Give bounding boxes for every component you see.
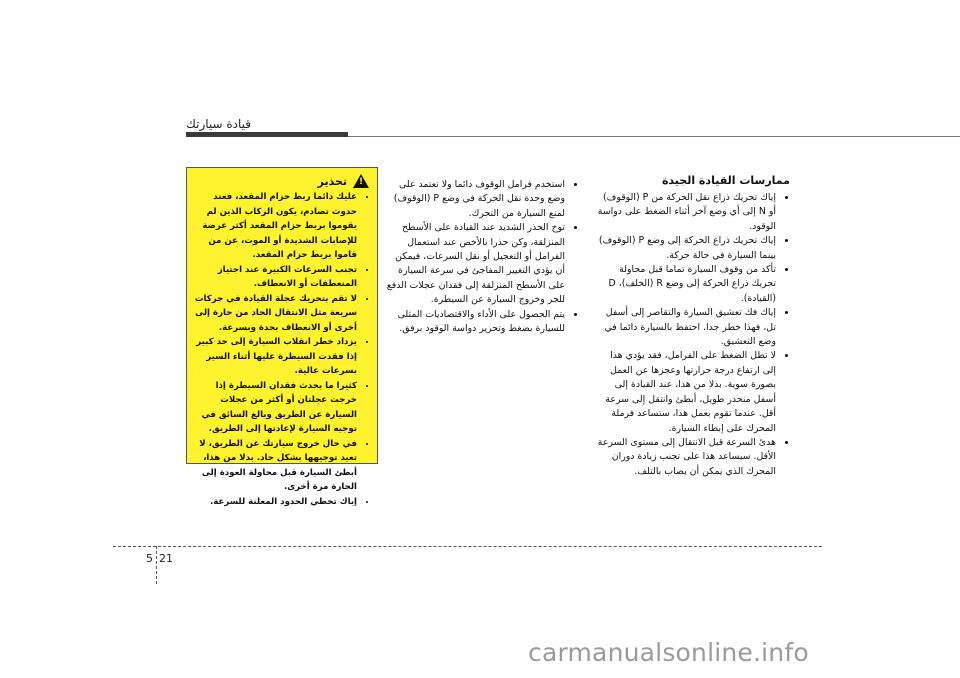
warning-item: • لا تقم بتحريك عجلة القيادة في حركات سريعة مثل الانتقال الحاد من حارة إلى أخرى أو الانعطاف بحدة وبسرعة. (193, 292, 357, 336)
watermark: carmanualsonline.info (528, 638, 809, 667)
middle-list (383, 178, 579, 336)
warning-item: • يزداد خطر انقلاب السيارة إلى حد كبير إذا فقدت السيطرة عليها أثناء السير بسرعات عالية. (193, 335, 357, 379)
list-item: • تأكد من وقوف السيارة تماما قبل محاولة تحريك ذراع الحركة إلى وضع R (الخلف)، D (القيادة). (594, 263, 776, 306)
right-column (594, 174, 790, 479)
header-bar (186, 132, 348, 137)
middle-column (383, 178, 579, 336)
footer-rule (113, 546, 822, 547)
chapter-number: 5 (146, 552, 153, 565)
list-item: • إياك تحريك ذراع الحركة إلى وضع P (الوقوف) بينما السيارة في حالة حركة. (594, 234, 776, 263)
list-item: • هدئ السرعة قبل الانتقال إلى مستوى السرعة الأقل. سيساعد هذا على تجنب زيادة دوران المحرك الذي يمكن أن يصاب بالتلف. (594, 436, 776, 479)
warning-item: • في حال خروج سيارتك عن الطريق، لا تعيد توجيهها بشكل حاد. بدلا من هذا، أبطئ السيارة قبل محاولة العودة إلى الحارة مرة أخرى. (193, 437, 357, 495)
warning-item: • إياك تخطي الحدود المعلنة للسرعة. (193, 495, 357, 510)
list-item: • استخدم فرامل الوقوف دائما ولا تعتمد على وضع وحدة نقل الحركة في وضع P (الوقوف) لمنع السيارة من التحرك. (383, 178, 565, 221)
page-number: 21 (159, 552, 173, 565)
list-item: • توخ الحذر الشديد عند القيادة على الأسطح المنزلقة، وكن حذرا بالأخص عند استعمال الفرامل أو التعجيل أو نقل السرعات، فيمكن أن يؤدي التغيير المفاجئ في سرعة السيارة على الأسطح المنزلقة إلى فقدان عجلات الدفع للجر وخروج السيارة عن السيطرة. (383, 221, 565, 307)
list-item: • يتم الحصول على الأداء والاقتصاديات المثلى للسيارة بضغط وتحرير دواسة الوقود برفق. (383, 308, 565, 337)
list-item: • لا تطل الضغط على الفرامل، فقد يؤدي هذا إلى ارتفاع درجة حرارتها وعجزها عن العمل بصورة سوية. بدلا من هذا، عند القيادة إلى أسفل منحدر طويل، أبطئ وانتقل إلى سرعة أقل. عندما تقوم بعمل هذا، ستساعد فرملة المحرك على إبطاء السيارة. (594, 349, 776, 435)
warning-heading (193, 174, 369, 188)
warning-list (193, 190, 369, 509)
warning-heading-label: تحذير (317, 174, 347, 188)
warning-item: • كثيرا ما يحدث فقدان السيطرة إذا خرجت عجلتان أو أكثر من عجلات السيارة عن الطريق وبالغ السائق في توجيه السيارة لإعادتها إلى الطريق. (193, 379, 357, 437)
list-item: • إياك فك تعشيق السيارة والتقاصر إلى أسفل تل، فهذا خطر جدا. احتفظ بالسيارة دائما في وضع التعشيق. (594, 306, 776, 349)
warning-item: • عليك دائما ربط حزام المقعد، فعند حدوث تصادم، يكون الركاب الذين لم يقوموا بربط حزام المقعد أكثر عرضة للإصابات الشديدة أو الموت، عن من قاموا بربط حزام المقعد. (193, 190, 357, 263)
header-rule (348, 136, 960, 137)
footer-divider (156, 546, 157, 584)
warning-item: • تجنب السرعات الكبيرة عند اجتياز المنعطفات أو الانعطاف. (193, 263, 357, 292)
section-header-title: قيادة سيارتك (186, 117, 252, 131)
section-title: ممارسات القيادة الجيدة (661, 174, 790, 187)
warning-triangle-icon: ! (353, 174, 369, 188)
right-list (594, 191, 790, 479)
warning-box (186, 167, 378, 507)
list-item: • إياك تحريك ذراع نقل الحركة من P (الوقوف) أو N إلى أي وضع آخر أثناء الضغط على دواسة الوقود. (594, 191, 776, 234)
